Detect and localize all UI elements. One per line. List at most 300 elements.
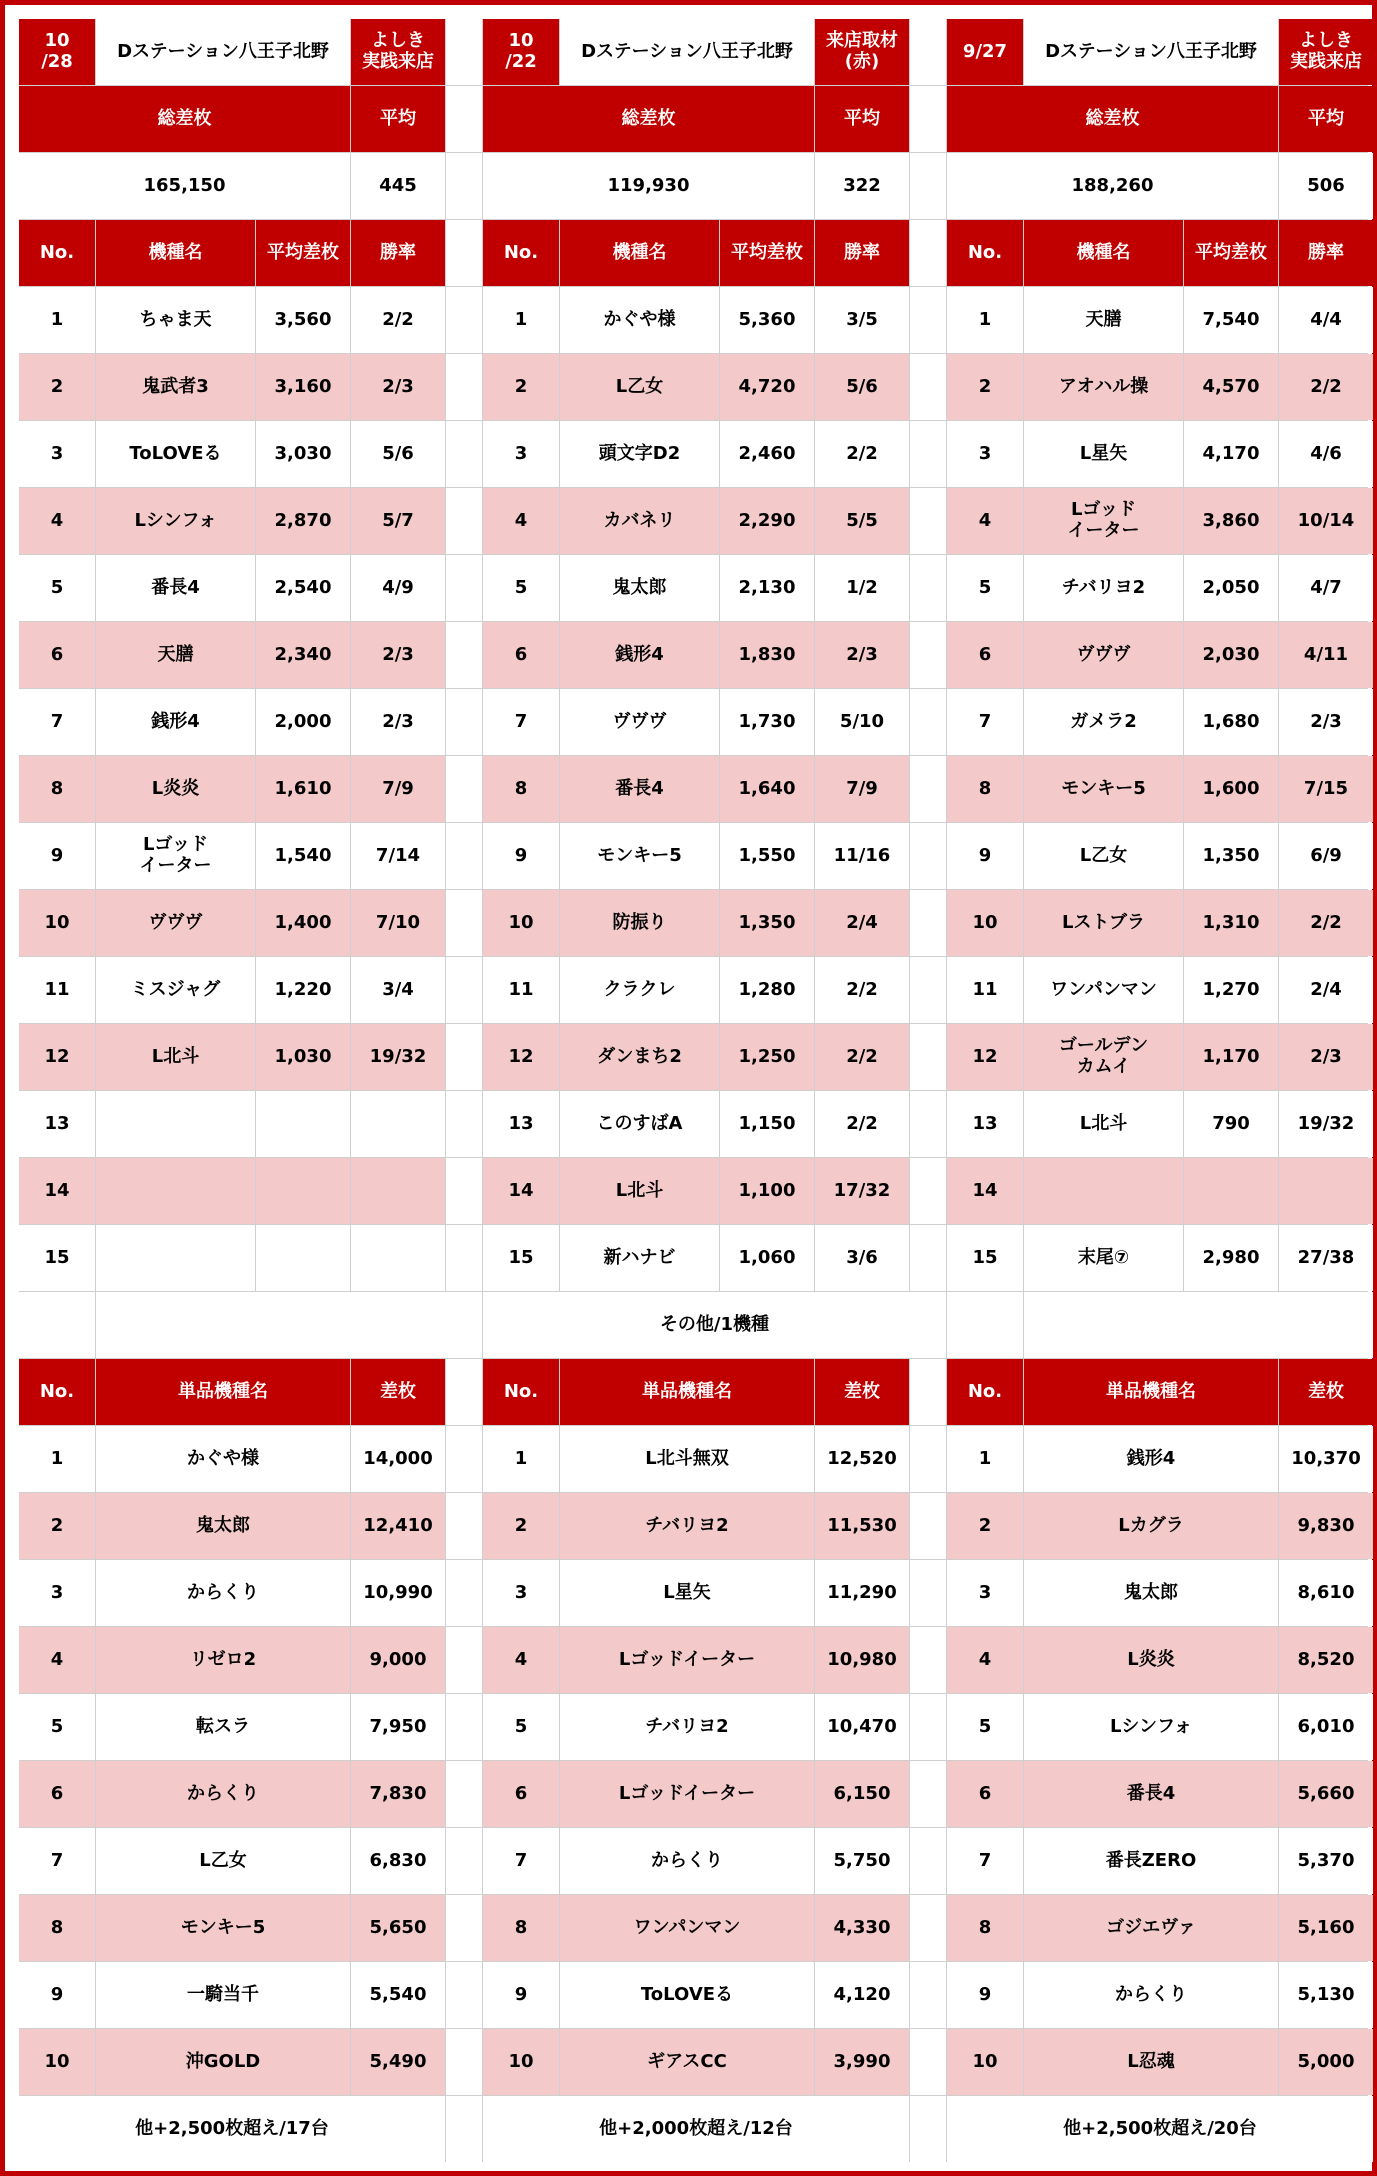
single-machine-name: 銭形4 — [1024, 1426, 1278, 1492]
avg-diff — [256, 1091, 350, 1157]
rank-no: 5 — [483, 555, 559, 621]
machine-name: 番長4 — [96, 555, 255, 621]
avg-diff: 5,360 — [720, 287, 814, 353]
total-diff-header: 総差枚 — [947, 86, 1278, 152]
column-gap — [910, 1359, 946, 1425]
machine-name: ダンまち2 — [560, 1024, 719, 1090]
single-no: 2 — [19, 1493, 95, 1559]
column-gap — [910, 1024, 946, 1090]
store-name: Dステーション八王子北野 — [1024, 19, 1278, 85]
win-rate: 7/15 — [1279, 756, 1373, 822]
rank-no: 1 — [19, 287, 95, 353]
single-diff-header: 差枚 — [1279, 1359, 1373, 1425]
machine-name: L乙女 — [560, 354, 719, 420]
single-diff: 10,980 — [815, 1627, 909, 1693]
single-no: 5 — [19, 1694, 95, 1760]
column-gap — [910, 19, 946, 85]
single-diff: 5,750 — [815, 1828, 909, 1894]
win-rate: 4/7 — [1279, 555, 1373, 621]
column-gap — [446, 1962, 482, 2028]
column-gap — [910, 86, 946, 152]
single-no: 2 — [483, 1493, 559, 1559]
rank-no: 13 — [947, 1091, 1023, 1157]
rank-no: 6 — [947, 622, 1023, 688]
machine-name: L炎炎 — [96, 756, 255, 822]
win-rate: 7/10 — [351, 890, 445, 956]
win-rate: 2/3 — [351, 622, 445, 688]
date-cell: 10 /28 — [19, 19, 95, 85]
single-diff: 5,130 — [1279, 1962, 1373, 2028]
rank-no: 2 — [19, 354, 95, 420]
rank-no: 12 — [19, 1024, 95, 1090]
rank-no: 8 — [947, 756, 1023, 822]
rank-no: 15 — [19, 1225, 95, 1291]
avg-diff: 3,560 — [256, 287, 350, 353]
machine-name: チバリヨ2 — [1024, 555, 1183, 621]
column-gap — [446, 421, 482, 487]
win-rate: 4/6 — [1279, 421, 1373, 487]
avg-diff: 1,060 — [720, 1225, 814, 1291]
date-cell: 9/27 — [947, 19, 1023, 85]
column-gap — [910, 354, 946, 420]
rank-no: 1 — [947, 287, 1023, 353]
single-machine-name: Lゴッドイーター — [560, 1627, 814, 1693]
rank-no: 11 — [947, 957, 1023, 1023]
avg-diff: 1,540 — [256, 823, 350, 889]
single-no: 3 — [19, 1560, 95, 1626]
column-gap — [910, 1426, 946, 1492]
single-no: 1 — [947, 1426, 1023, 1492]
single-diff: 5,000 — [1279, 2029, 1373, 2095]
rank-no: 5 — [947, 555, 1023, 621]
machine-name: ヴヴヴ — [1024, 622, 1183, 688]
single-diff: 3,990 — [815, 2029, 909, 2095]
win-rate: 2/3 — [1279, 1024, 1373, 1090]
win-rate: 4/9 — [351, 555, 445, 621]
machine-name: L北斗 — [1024, 1091, 1183, 1157]
single-machine-name: 鬼太郎 — [1024, 1560, 1278, 1626]
single-no-header: No. — [483, 1359, 559, 1425]
avg-diff: 1,150 — [720, 1091, 814, 1157]
avg-diff: 1,270 — [1184, 957, 1278, 1023]
single-machine-header: 単品機種名 — [1024, 1359, 1278, 1425]
column-gap — [446, 488, 482, 554]
win-rate: 3/6 — [815, 1225, 909, 1291]
win-rate: 5/5 — [815, 488, 909, 554]
avg-diff: 2,000 — [256, 689, 350, 755]
rank-no: 2 — [947, 354, 1023, 420]
win-rate: 5/6 — [351, 421, 445, 487]
rank-no: 3 — [19, 421, 95, 487]
rank-no: 10 — [483, 890, 559, 956]
machine-name: Lゴッド イーター — [96, 823, 255, 889]
column-gap — [446, 1895, 482, 1961]
column-gap — [446, 287, 482, 353]
column-gap — [446, 1694, 482, 1760]
column-gap — [910, 1091, 946, 1157]
store-name: Dステーション八王子北野 — [96, 19, 350, 85]
single-diff: 8,610 — [1279, 1560, 1373, 1626]
machine-name: 鬼武者3 — [96, 354, 255, 420]
other-machines-note: その他/1機種 — [483, 1292, 946, 1358]
column-gap — [910, 890, 946, 956]
machine-name: L星矢 — [1024, 421, 1183, 487]
event-tag: 来店取材 (赤) — [815, 19, 909, 85]
column-gap — [910, 1962, 946, 2028]
single-machine-name: チバリヨ2 — [560, 1493, 814, 1559]
column-gap — [446, 1426, 482, 1492]
date-cell: 10 /22 — [483, 19, 559, 85]
machine-name: モンキー5 — [560, 823, 719, 889]
single-no: 4 — [947, 1627, 1023, 1693]
machine-name: アオハル操 — [1024, 354, 1183, 420]
win-rate: 2/3 — [1279, 689, 1373, 755]
single-no: 5 — [947, 1694, 1023, 1760]
avg-diff: 1,550 — [720, 823, 814, 889]
average-header: 平均 — [1279, 86, 1373, 152]
column-gap — [446, 1024, 482, 1090]
machine-name: モンキー5 — [1024, 756, 1183, 822]
column-gap — [910, 689, 946, 755]
avg-diff: 3,160 — [256, 354, 350, 420]
column-gap — [446, 354, 482, 420]
win-rate: 11/16 — [815, 823, 909, 889]
win-rate: 2/2 — [1279, 354, 1373, 420]
rank-no: 12 — [483, 1024, 559, 1090]
column-gap — [910, 287, 946, 353]
single-no: 3 — [947, 1560, 1023, 1626]
single-no: 8 — [947, 1895, 1023, 1961]
rank-no: 1 — [483, 287, 559, 353]
avg-diff: 1,680 — [1184, 689, 1278, 755]
average-value: 322 — [815, 153, 909, 219]
single-no: 8 — [19, 1895, 95, 1961]
column-gap — [446, 555, 482, 621]
machine-name: 末尾⑦ — [1024, 1225, 1183, 1291]
win-rate: 2/2 — [815, 1091, 909, 1157]
single-diff: 10,990 — [351, 1560, 445, 1626]
single-machine-name: ToLOVEる — [560, 1962, 814, 2028]
avg-diff: 2,290 — [720, 488, 814, 554]
spacer-cell — [19, 1292, 95, 1358]
column-gap — [910, 1828, 946, 1894]
column-gap — [910, 220, 946, 286]
rank-no: 8 — [483, 756, 559, 822]
column-gap — [446, 1761, 482, 1827]
single-no: 1 — [483, 1426, 559, 1492]
column-gap — [446, 86, 482, 152]
single-no: 7 — [483, 1828, 559, 1894]
single-no-header: No. — [19, 1359, 95, 1425]
machine-name: L乙女 — [1024, 823, 1183, 889]
column-gap — [446, 2029, 482, 2095]
column-gap — [446, 19, 482, 85]
single-diff: 5,540 — [351, 1962, 445, 2028]
avg-diff: 1,830 — [720, 622, 814, 688]
avg-diff — [256, 1158, 350, 1224]
single-diff: 8,520 — [1279, 1627, 1373, 1693]
single-no: 5 — [483, 1694, 559, 1760]
win-rate — [351, 1158, 445, 1224]
column-gap — [446, 622, 482, 688]
results-sheet — [19, 19, 1368, 2162]
machine-name: Lシンフォ — [96, 488, 255, 554]
column-gap — [910, 421, 946, 487]
column-gap — [910, 1493, 946, 1559]
avg-diff: 2,340 — [256, 622, 350, 688]
machine-name: 銭形4 — [96, 689, 255, 755]
avg-diff — [256, 1225, 350, 1291]
single-machine-name: Lカグラ — [1024, 1493, 1278, 1559]
rank-no-header: No. — [483, 220, 559, 286]
single-diff: 12,520 — [815, 1426, 909, 1492]
rank-no: 11 — [483, 957, 559, 1023]
avg-diff-header: 平均差枚 — [720, 220, 814, 286]
single-machine-name: Lシンフォ — [1024, 1694, 1278, 1760]
rank-no: 4 — [19, 488, 95, 554]
panel-footer-note: 他+2,500枚超え/17台 — [19, 2096, 445, 2162]
avg-diff: 2,130 — [720, 555, 814, 621]
column-gap — [910, 1895, 946, 1961]
column-gap — [910, 756, 946, 822]
column-gap — [910, 1560, 946, 1626]
single-diff: 6,010 — [1279, 1694, 1373, 1760]
total-diff-value: 165,150 — [19, 153, 350, 219]
rank-no: 11 — [19, 957, 95, 1023]
win-rate-header: 勝率 — [1279, 220, 1373, 286]
single-diff: 7,950 — [351, 1694, 445, 1760]
column-gap — [910, 1694, 946, 1760]
avg-diff: 1,350 — [720, 890, 814, 956]
machine-name: 天膳 — [1024, 287, 1183, 353]
win-rate: 2/2 — [815, 1024, 909, 1090]
win-rate — [351, 1091, 445, 1157]
single-diff-header: 差枚 — [815, 1359, 909, 1425]
single-no: 1 — [19, 1426, 95, 1492]
avg-diff: 1,220 — [256, 957, 350, 1023]
rank-no: 9 — [19, 823, 95, 889]
single-diff: 9,000 — [351, 1627, 445, 1693]
machine-name — [1024, 1158, 1183, 1224]
panel-footer-note: 他+2,000枚超え/12台 — [483, 2096, 909, 2162]
avg-diff: 1,250 — [720, 1024, 814, 1090]
total-diff-header: 総差枚 — [19, 86, 350, 152]
single-diff: 7,830 — [351, 1761, 445, 1827]
win-rate: 17/32 — [815, 1158, 909, 1224]
machine-name — [96, 1225, 255, 1291]
column-gap — [446, 1225, 482, 1291]
single-no: 7 — [19, 1828, 95, 1894]
column-gap — [910, 153, 946, 219]
single-machine-name: 一騎当千 — [96, 1962, 350, 2028]
average-header: 平均 — [815, 86, 909, 152]
machine-name: ヴヴヴ — [96, 890, 255, 956]
avg-diff: 2,540 — [256, 555, 350, 621]
event-tag: よしき 実践来店 — [351, 19, 445, 85]
win-rate: 2/4 — [1279, 957, 1373, 1023]
single-diff: 4,120 — [815, 1962, 909, 2028]
rank-no: 6 — [19, 622, 95, 688]
single-no: 7 — [947, 1828, 1023, 1894]
win-rate: 27/38 — [1279, 1225, 1373, 1291]
win-rate — [1279, 1158, 1373, 1224]
win-rate: 5/6 — [815, 354, 909, 420]
single-no: 3 — [483, 1560, 559, 1626]
avg-diff: 2,030 — [1184, 622, 1278, 688]
avg-diff: 1,280 — [720, 957, 814, 1023]
rank-no: 9 — [483, 823, 559, 889]
rank-no: 3 — [483, 421, 559, 487]
machine-name: 新ハナビ — [560, 1225, 719, 1291]
win-rate: 3/5 — [815, 287, 909, 353]
rank-no: 7 — [19, 689, 95, 755]
machine-name: Lゴッド イーター — [1024, 488, 1183, 554]
win-rate: 2/2 — [815, 957, 909, 1023]
single-no: 4 — [19, 1627, 95, 1693]
single-no: 10 — [947, 2029, 1023, 2095]
avg-diff: 2,460 — [720, 421, 814, 487]
rank-no: 7 — [947, 689, 1023, 755]
machine-name: かぐや様 — [560, 287, 719, 353]
single-machine-name: ワンパンマン — [560, 1895, 814, 1961]
machine-name — [96, 1091, 255, 1157]
machine-name: 銭形4 — [560, 622, 719, 688]
rank-no: 15 — [483, 1225, 559, 1291]
machine-name: L北斗 — [96, 1024, 255, 1090]
column-gap — [446, 756, 482, 822]
spacer-cell — [96, 1292, 482, 1358]
win-rate: 2/2 — [351, 287, 445, 353]
win-rate: 6/9 — [1279, 823, 1373, 889]
avg-diff: 2,050 — [1184, 555, 1278, 621]
machine-name: カバネリ — [560, 488, 719, 554]
column-gap — [910, 488, 946, 554]
avg-diff: 3,860 — [1184, 488, 1278, 554]
single-machine-name: ゴジエヴァ — [1024, 1895, 1278, 1961]
rank-no: 14 — [483, 1158, 559, 1224]
machine-name: 番長4 — [560, 756, 719, 822]
single-machine-name: 鬼太郎 — [96, 1493, 350, 1559]
machine-name: ヴヴヴ — [560, 689, 719, 755]
column-gap — [446, 1359, 482, 1425]
single-machine-name: からくり — [96, 1560, 350, 1626]
rank-no: 14 — [947, 1158, 1023, 1224]
win-rate: 4/11 — [1279, 622, 1373, 688]
avg-diff: 1,030 — [256, 1024, 350, 1090]
avg-diff: 4,170 — [1184, 421, 1278, 487]
single-diff: 11,530 — [815, 1493, 909, 1559]
single-machine-name: 転スラ — [96, 1694, 350, 1760]
single-machine-name: L炎炎 — [1024, 1627, 1278, 1693]
machine-name-header: 機種名 — [96, 220, 255, 286]
single-no: 6 — [483, 1761, 559, 1827]
rank-no: 15 — [947, 1225, 1023, 1291]
column-gap — [446, 890, 482, 956]
win-rate — [351, 1225, 445, 1291]
avg-diff: 1,400 — [256, 890, 350, 956]
avg-diff: 1,350 — [1184, 823, 1278, 889]
win-rate: 2/3 — [815, 622, 909, 688]
win-rate-header: 勝率 — [351, 220, 445, 286]
rank-no-header: No. — [947, 220, 1023, 286]
single-no: 8 — [483, 1895, 559, 1961]
machine-name: ワンパンマン — [1024, 957, 1183, 1023]
single-machine-name: L北斗無双 — [560, 1426, 814, 1492]
column-gap — [446, 220, 482, 286]
single-machine-name: L忍魂 — [1024, 2029, 1278, 2095]
column-gap — [446, 1627, 482, 1693]
avg-diff-header: 平均差枚 — [1184, 220, 1278, 286]
column-gap — [446, 1828, 482, 1894]
machine-name-header: 機種名 — [560, 220, 719, 286]
single-diff: 4,330 — [815, 1895, 909, 1961]
win-rate: 7/9 — [815, 756, 909, 822]
single-diff: 5,370 — [1279, 1828, 1373, 1894]
rank-no: 13 — [483, 1091, 559, 1157]
rank-no: 13 — [19, 1091, 95, 1157]
column-gap — [446, 689, 482, 755]
column-gap — [910, 622, 946, 688]
single-no: 9 — [947, 1962, 1023, 2028]
avg-diff: 2,980 — [1184, 1225, 1278, 1291]
avg-diff-header: 平均差枚 — [256, 220, 350, 286]
machine-name: ゴールデン カムイ — [1024, 1024, 1183, 1090]
machine-name: 防振り — [560, 890, 719, 956]
machine-name: 天膳 — [96, 622, 255, 688]
column-gap — [446, 1493, 482, 1559]
rank-no: 6 — [483, 622, 559, 688]
win-rate: 2/4 — [815, 890, 909, 956]
rank-no: 10 — [19, 890, 95, 956]
column-gap — [910, 555, 946, 621]
win-rate: 7/9 — [351, 756, 445, 822]
machine-name: 頭文字D2 — [560, 421, 719, 487]
single-diff: 10,470 — [815, 1694, 909, 1760]
single-machine-name: Lゴッドイーター — [560, 1761, 814, 1827]
rank-no: 10 — [947, 890, 1023, 956]
rank-no: 14 — [19, 1158, 95, 1224]
avg-diff: 1,170 — [1184, 1024, 1278, 1090]
win-rate: 5/10 — [815, 689, 909, 755]
win-rate: 2/2 — [815, 421, 909, 487]
column-gap — [446, 1560, 482, 1626]
rank-no: 2 — [483, 354, 559, 420]
single-diff: 12,410 — [351, 1493, 445, 1559]
machine-name-header: 機種名 — [1024, 220, 1183, 286]
rank-no: 5 — [19, 555, 95, 621]
avg-diff: 1,100 — [720, 1158, 814, 1224]
column-gap — [910, 957, 946, 1023]
column-gap — [446, 823, 482, 889]
machine-name: ちゃま天 — [96, 287, 255, 353]
single-machine-name: からくり — [560, 1828, 814, 1894]
machine-name: ToLOVEる — [96, 421, 255, 487]
single-diff-header: 差枚 — [351, 1359, 445, 1425]
machine-name: このすばA — [560, 1091, 719, 1157]
column-gap — [910, 1761, 946, 1827]
avg-diff: 790 — [1184, 1091, 1278, 1157]
avg-diff: 1,600 — [1184, 756, 1278, 822]
win-rate: 4/4 — [1279, 287, 1373, 353]
store-name: Dステーション八王子北野 — [560, 19, 814, 85]
column-gap — [910, 2029, 946, 2095]
single-diff: 9,830 — [1279, 1493, 1373, 1559]
rank-no: 3 — [947, 421, 1023, 487]
single-machine-name: L星矢 — [560, 1560, 814, 1626]
single-machine-name: からくり — [96, 1761, 350, 1827]
spacer-cell — [947, 1292, 1023, 1358]
event-tag: よしき 実践来店 — [1279, 19, 1373, 85]
